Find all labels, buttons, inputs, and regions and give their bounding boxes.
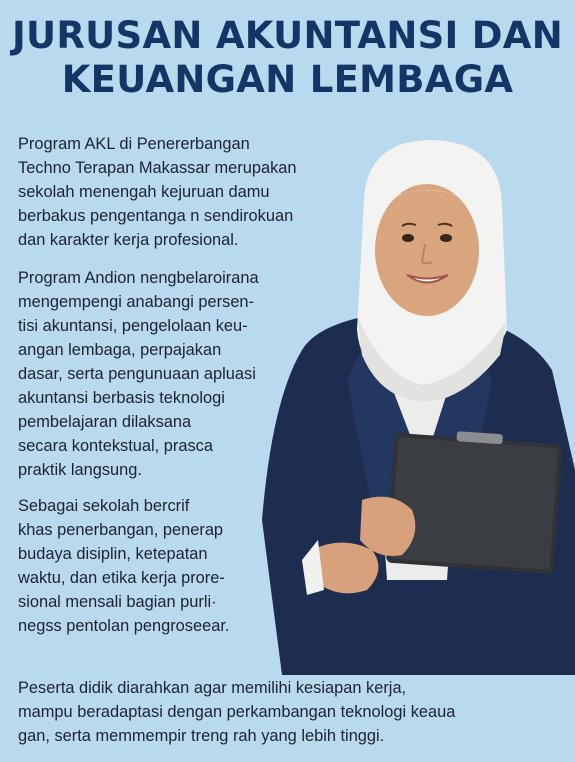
text-line: mampu beradaptasi dengan perkambangan teknologi keaua xyxy=(18,703,456,721)
text-line: dasar, serta pengunuaan apluasi xyxy=(18,365,256,383)
text-line: Program Andion nengbelaroirana xyxy=(18,269,259,287)
title-line-1: JURUSAN AKUNTANSI DAN xyxy=(11,14,564,57)
text-line: berbakus pengentanga n sendirokuan xyxy=(18,207,294,225)
text-line: pembelajaran dilaksana xyxy=(18,413,192,431)
text-line: secara kontekstual, prasca xyxy=(18,437,213,455)
text-line: negss pentolan pengroseear. xyxy=(18,617,230,635)
program-paragraph xyxy=(18,266,259,482)
text-line: gan, serta memmempir treng rah yang lebih tinggi. xyxy=(18,727,385,745)
text-line: tisi akuntansi, pengelolaan keu- xyxy=(18,317,248,335)
text-line: mengempengi anabangi persen- xyxy=(18,293,255,311)
text-line: khas penerbangan, penerap xyxy=(18,521,224,539)
text-line: budaya disiplin, ketepatan xyxy=(18,545,208,563)
text-line: sekolah menengah kejuruan damu xyxy=(18,183,270,201)
text-line: Sebagai sekolah bercrif xyxy=(18,497,190,515)
text-line: sional mensali bagian purli· xyxy=(18,593,217,611)
text-line: Program AKL di Penererbangan xyxy=(18,135,250,153)
intro-paragraph xyxy=(18,132,297,252)
title-line-2: KEUANGAN LEMBAGA xyxy=(61,58,514,101)
text-line: Techno Terapan Makassar merupakan xyxy=(18,159,297,177)
closing-paragraph xyxy=(18,676,455,748)
student-photo xyxy=(262,140,575,675)
culture-paragraph xyxy=(18,494,229,638)
text-line: akuntansi berbasis teknologi xyxy=(18,389,225,407)
text-line: Peserta didik diarahkan agar memilihi kesiapan kerja, xyxy=(18,679,407,697)
text-line: waktu, dan etika kerja prore- xyxy=(18,569,225,587)
text-line: angan lembaga, perpajakan xyxy=(18,341,222,359)
text-line: dan karakter kerja profesional. xyxy=(18,231,239,249)
page-title xyxy=(0,14,575,102)
text-line: praktik langsung. xyxy=(18,461,142,479)
